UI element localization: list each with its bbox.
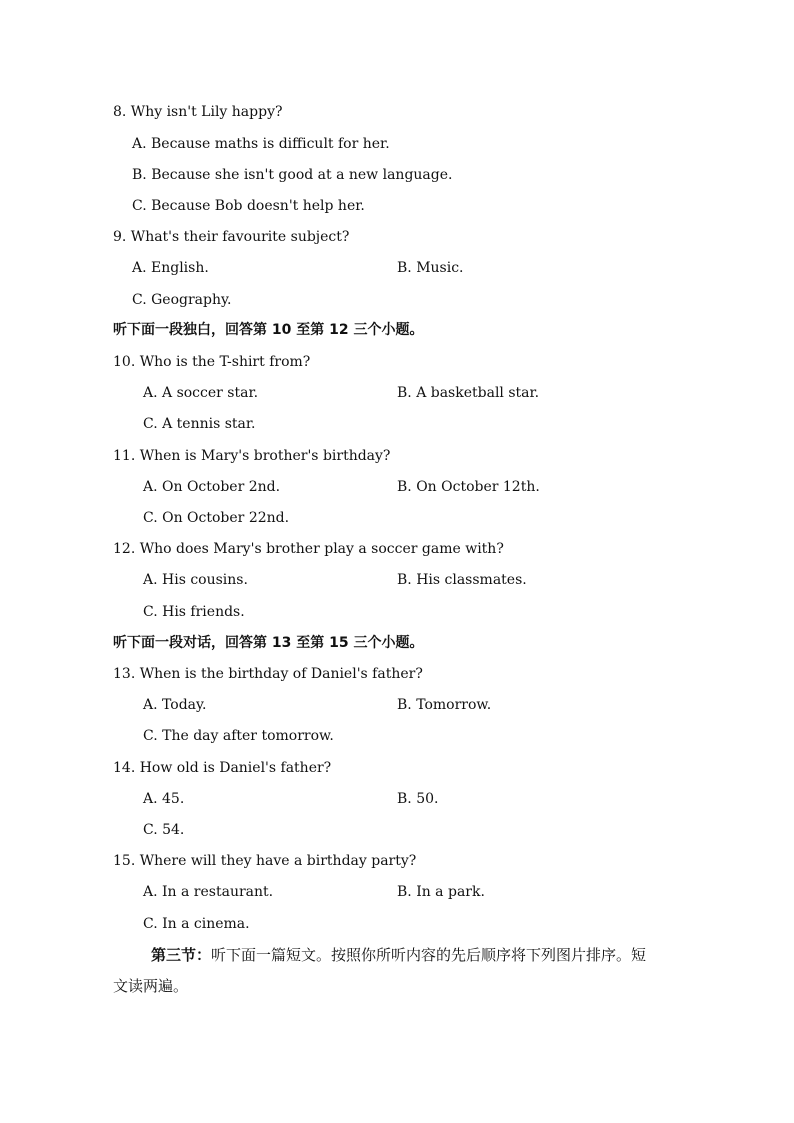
question-14-option-b: B. 50. bbox=[397, 791, 439, 807]
section-3-text-line1: 听下面一篇短文。按照你所听内容的先后顺序将下列图片排序。短 bbox=[211, 946, 647, 964]
question-9-option-a: A. English. bbox=[132, 260, 209, 276]
question-10-stem: 10. Who is the T-shirt from? bbox=[113, 354, 311, 370]
question-13-option-a: A. Today. bbox=[143, 697, 207, 713]
question-15-option-c: C. In a cinema. bbox=[143, 916, 250, 932]
question-8-option-a: A. Because maths is difficult for her. bbox=[132, 136, 390, 152]
question-11-option-a: A. On October 2nd. bbox=[143, 479, 281, 495]
question-14-option-c: C. 54. bbox=[143, 822, 185, 838]
question-10-option-a: A. A soccer star. bbox=[143, 385, 259, 401]
question-12-stem: 12. Who does Mary's brother play a soccer game with? bbox=[113, 541, 504, 557]
question-14-stem: 14. How old is Daniel's father? bbox=[113, 760, 332, 776]
question-11-option-b: B. On October 12th. bbox=[397, 479, 540, 495]
question-11-option-c: C. On October 22nd. bbox=[143, 510, 290, 526]
question-13-option-c: C. The day after tomorrow. bbox=[143, 728, 334, 744]
section-heading-dialogue: 听下面一段对话，回答第 13 至第 15 三个小题。 bbox=[113, 635, 424, 651]
question-11-stem: 11. When is Mary's brother's birthday? bbox=[113, 448, 391, 464]
question-15-stem: 15. Where will they have a birthday party? bbox=[113, 853, 417, 869]
section-3-label: 第三节： bbox=[151, 946, 212, 964]
question-8-stem: 8. Why isn't Lily happy? bbox=[113, 104, 283, 120]
question-12-option-b: B. His classmates. bbox=[397, 572, 527, 588]
question-9-option-c: C. Geography. bbox=[132, 292, 232, 308]
question-13-option-b: B. Tomorrow. bbox=[397, 697, 492, 713]
question-13-stem: 13. When is the birthday of Daniel's father? bbox=[113, 666, 423, 682]
section-3-text-line2: 文读两遍。 bbox=[113, 977, 189, 995]
question-8-option-c: C. Because Bob doesn't help her. bbox=[132, 198, 365, 214]
question-14-option-a: A. 45. bbox=[143, 791, 185, 807]
question-15-option-a: A. In a restaurant. bbox=[143, 884, 274, 900]
question-10-option-b: B. A basketball star. bbox=[397, 385, 540, 401]
question-10-option-c: C. A tennis star. bbox=[143, 416, 256, 432]
question-12-option-c: C. His friends. bbox=[143, 604, 245, 620]
question-9-stem: 9. What's their favourite subject? bbox=[113, 229, 350, 245]
question-12-option-a: A. His cousins. bbox=[143, 572, 248, 588]
question-8-option-b: B. Because she isn't good at a new language. bbox=[132, 167, 453, 183]
question-15-option-b: B. In a park. bbox=[397, 884, 485, 900]
section-3-instructions bbox=[151, 945, 691, 965]
section-heading-monologue: 听下面一段独白，回答第 10 至第 12 三个小题。 bbox=[113, 322, 424, 338]
question-9-option-b: B. Music. bbox=[397, 260, 464, 276]
